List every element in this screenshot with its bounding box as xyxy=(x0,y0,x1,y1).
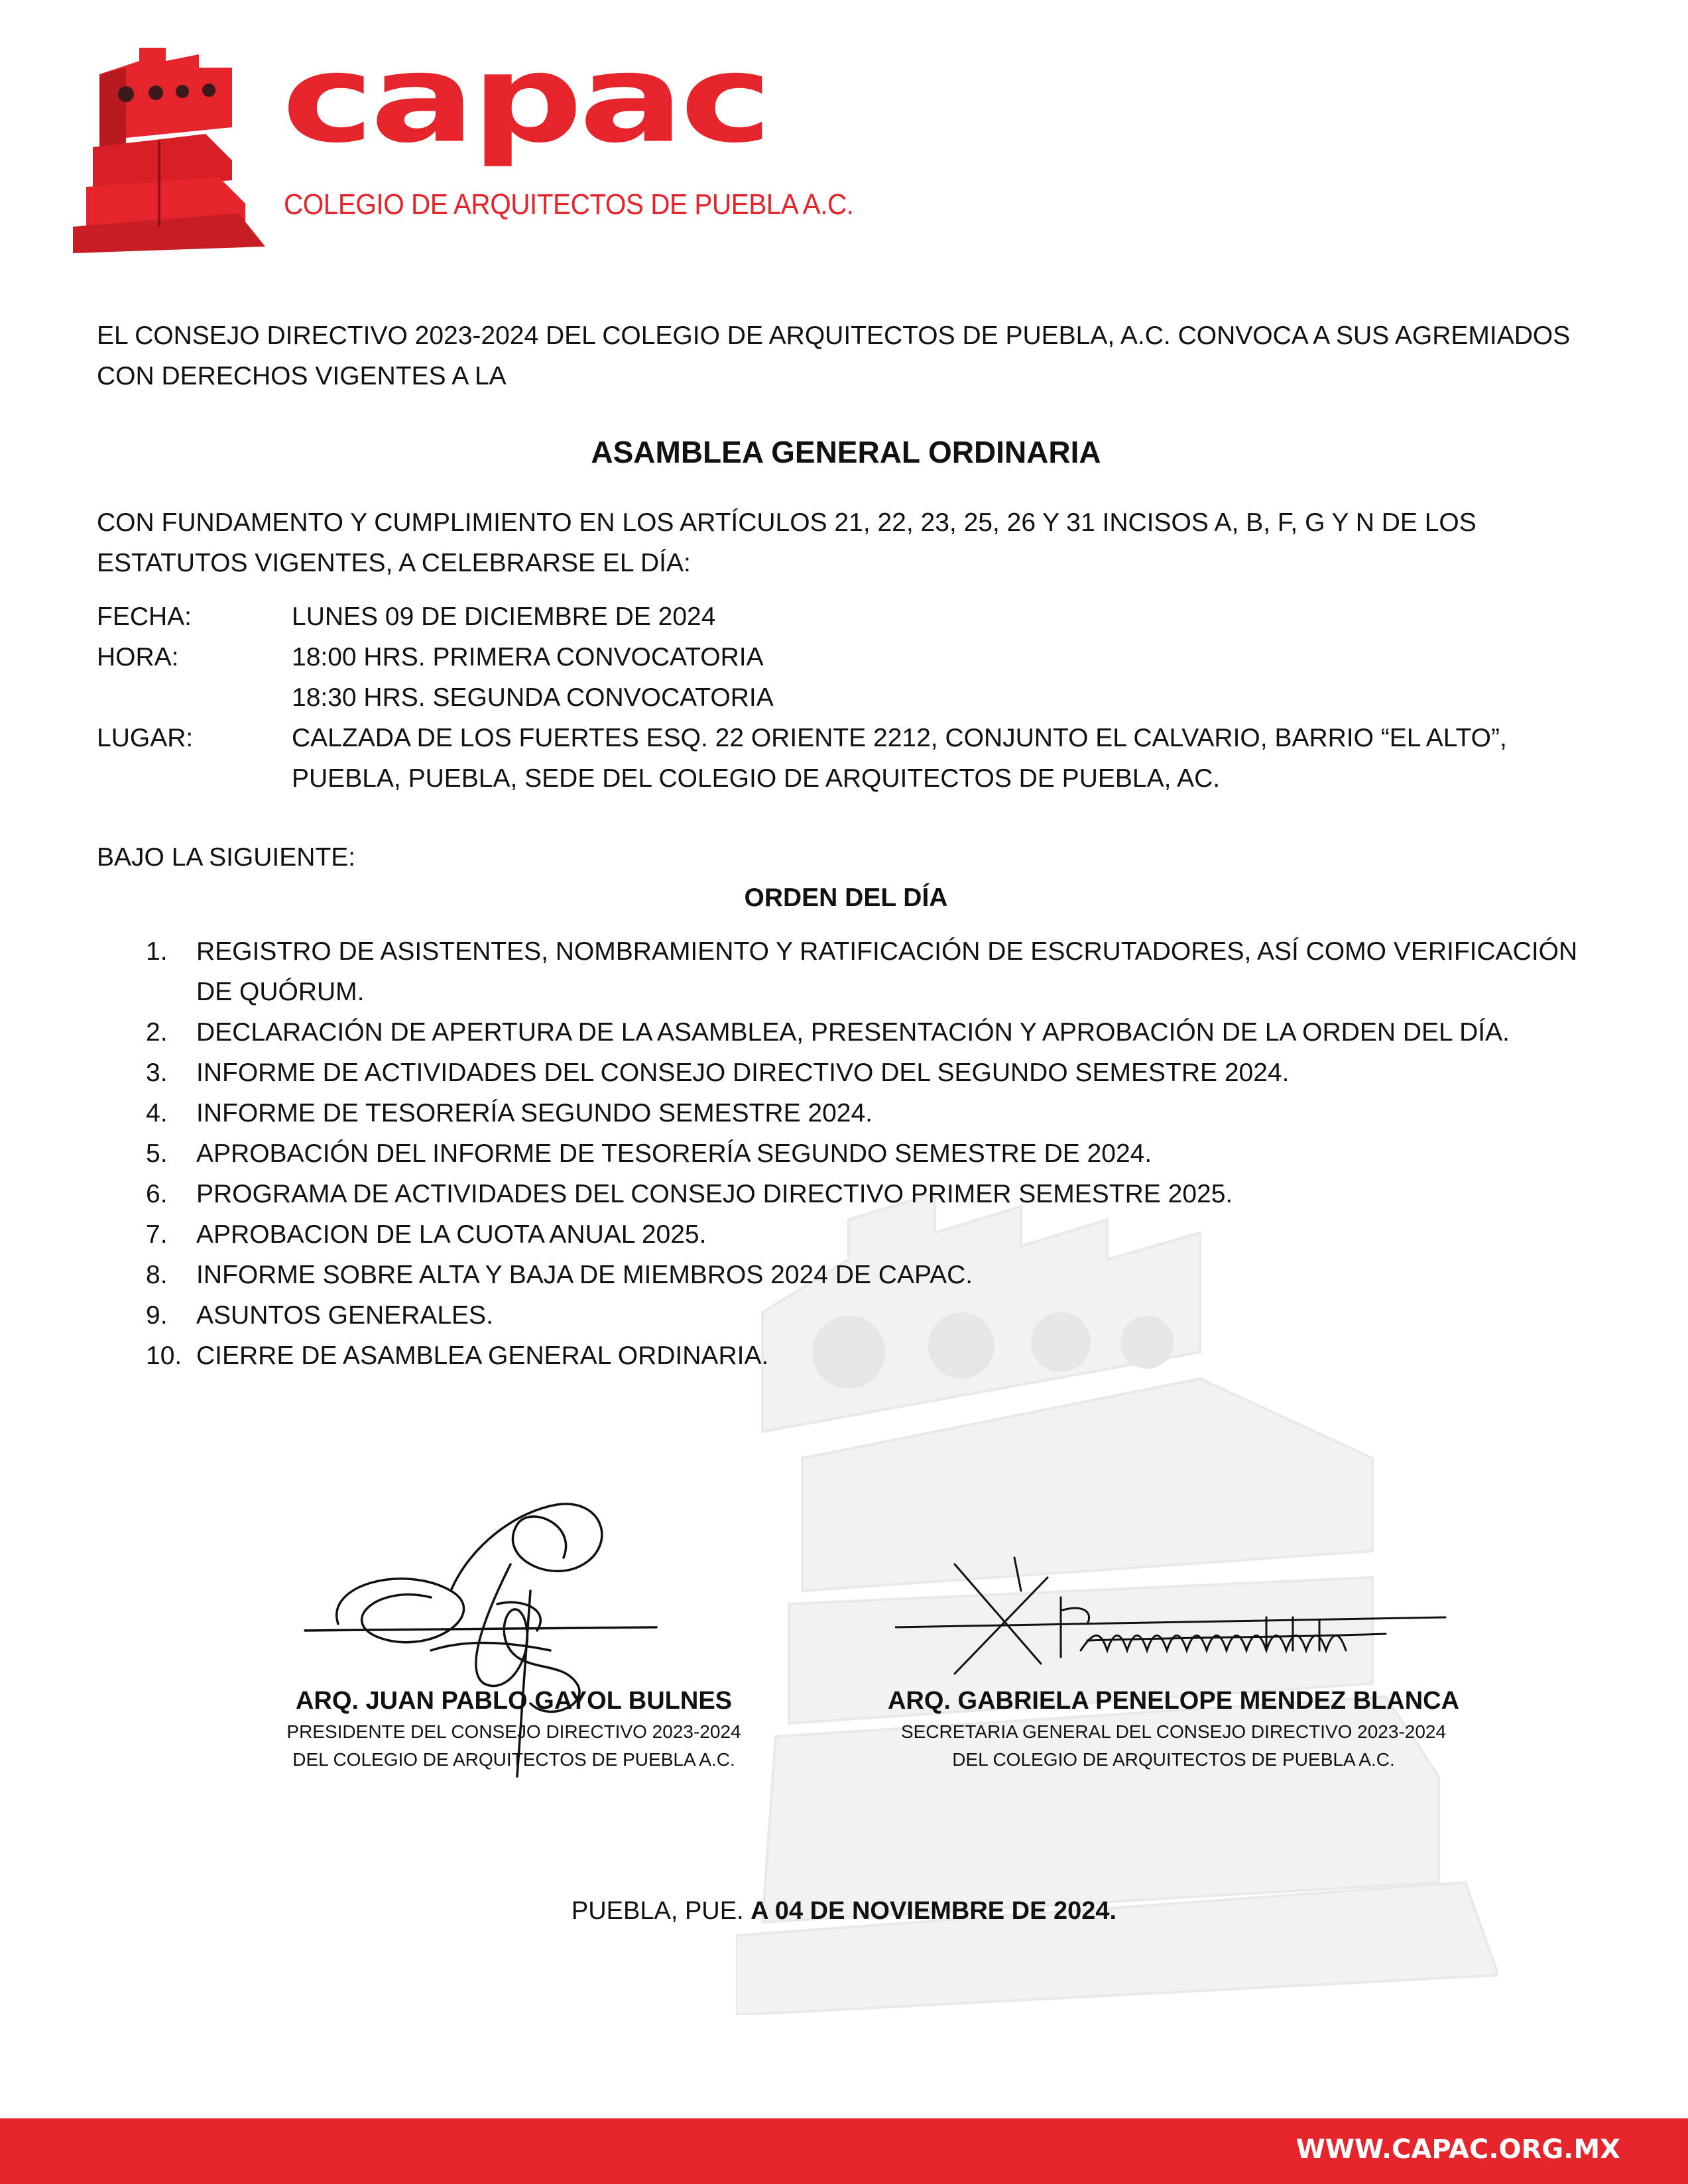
agenda-text: INFORME DE TESORERÍA SEGUNDO SEMESTRE 2024. xyxy=(196,1099,873,1127)
agenda-text: PROGRAMA DE ACTIVIDADES DEL CONSEJO DIRECTIVO PRIMER SEMESTRE 2025. xyxy=(196,1180,1233,1208)
fundamento-paragraph: CON FUNDAMENTO Y CUMPLIMIENTO EN LOS ARTÍCULOS 21, 22, 23, 25, 26 Y 31 INCISOS A, B, F, G Y N DE LOS ESTATUTOS VIGENTES, A CELEBRARSE EL DÍA: xyxy=(97,508,1477,577)
list-item xyxy=(97,1255,1595,1295)
intro-paragraph: EL CONSEJO DIRECTIVO 2023-2024 DEL COLEGIO DE ARQUITECTOS DE PUEBLA, A.C. CONVOCA A SUS AGREMIADOS CON DERECHOS VIGENTES A LA xyxy=(97,321,1571,390)
list-item xyxy=(97,1214,1595,1255)
agenda-text: DECLARACIÓN DE APERTURA DE LA ASAMBLEA, PRESENTACIÓN Y APROBACIÓN DE LA ORDEN DEL DÍA. xyxy=(196,1018,1510,1047)
bajo-text: BAJO LA SIGUIENTE: xyxy=(97,843,356,872)
agenda-list xyxy=(97,931,1595,1376)
signature-block-secretary xyxy=(875,1684,1472,1774)
hora-label: HORA: xyxy=(97,643,179,671)
fecha-value: LUNES 09 DE DICIEMBRE DE 2024 xyxy=(292,603,716,631)
agenda-number: 3. xyxy=(146,1059,168,1087)
president-role-line-1: PRESIDENTE DEL CONSEJO DIRECTIVO 2023-2024 xyxy=(286,1721,741,1742)
agenda-text: INFORME DE ACTIVIDADES DEL CONSEJO DIRECTIVO DEL SEGUNDO SEMESTRE 2024. xyxy=(196,1059,1290,1087)
agenda-number: 10. xyxy=(146,1342,182,1370)
date-line-date: A 04 DE NOVIEMBRE DE 2024. xyxy=(751,1897,1117,1925)
list-item xyxy=(97,1053,1595,1093)
capac-logo-word: capac xyxy=(282,29,768,170)
orden-del-dia-heading: ORDEN DEL DÍA xyxy=(744,884,948,912)
list-item xyxy=(97,1174,1595,1214)
agenda-number: 8. xyxy=(146,1261,168,1289)
list-item xyxy=(97,1336,1595,1376)
signature-right xyxy=(895,1551,1452,1684)
agenda-number: 1. xyxy=(146,937,168,966)
date-line xyxy=(0,1897,1688,1925)
document-body xyxy=(97,316,1595,1376)
hora-row-second xyxy=(97,677,1595,718)
agenda-number: 4. xyxy=(146,1099,168,1127)
hora-value-first: 18:00 HRS. PRIMERA CONVOCATORIA xyxy=(292,643,764,671)
agenda-text: ASUNTOS GENERALES. xyxy=(196,1301,493,1330)
agenda-text: APROBACION DE LA CUOTA ANUAL 2025. xyxy=(196,1220,707,1249)
agenda-text: INFORME SOBRE ALTA Y BAJA DE MIEMBROS 2024 DE CAPAC. xyxy=(196,1261,973,1289)
date-line-prefix: PUEBLA, PUE. xyxy=(571,1897,751,1925)
secretary-name: ARQ. GABRIELA PENELOPE MENDEZ BLANCA xyxy=(887,1687,1460,1715)
capac-logo-subtitle: COLEGIO DE ARQUITECTOS DE PUEBLA A.C. xyxy=(284,188,854,221)
agenda-text: REGISTRO DE ASISTENTES, NOMBRAMIENTO Y RATIFICACIÓN DE ESCRUTADORES, ASÍ COMO VERIFICACIÓN DE QUÓRUM. xyxy=(196,937,1578,1006)
capac-building-logo xyxy=(73,48,265,253)
list-item xyxy=(97,1133,1595,1174)
document-title: ASAMBLEA GENERAL ORDINARIA xyxy=(591,435,1101,469)
agenda-text: APROBACIÓN DEL INFORME DE TESORERÍA SEGUNDO SEMESTRE DE 2024. xyxy=(196,1139,1152,1168)
agenda-number: 9. xyxy=(146,1301,168,1330)
agenda-number: 2. xyxy=(146,1018,168,1047)
hora-row xyxy=(97,637,1595,677)
lugar-row xyxy=(97,718,1595,799)
hora-value-second: 18:30 HRS. SEGUNDA CONVOCATORIA xyxy=(292,683,774,712)
list-item xyxy=(97,1295,1595,1336)
president-role-line-2: DEL COLEGIO DE ARQUITECTOS DE PUEBLA A.C. xyxy=(292,1749,735,1770)
list-item xyxy=(97,1093,1595,1133)
footer-bar xyxy=(0,2118,1688,2184)
secretary-role-line-1: SECRETARIA GENERAL DEL CONSEJO DIRECTIVO 2023-2024 xyxy=(900,1721,1447,1742)
fecha-row xyxy=(97,597,1595,637)
agenda-text: CIERRE DE ASAMBLEA GENERAL ORDINARIA. xyxy=(196,1342,769,1370)
president-name: ARQ. JUAN PABLO GAYOL BULNES xyxy=(295,1687,733,1715)
list-item xyxy=(97,931,1595,1012)
agenda-number: 6. xyxy=(146,1180,168,1208)
agenda-number: 5. xyxy=(146,1139,168,1168)
lugar-label: LUGAR: xyxy=(97,724,194,752)
event-details xyxy=(97,597,1595,799)
agenda-number: 7. xyxy=(146,1220,168,1249)
fecha-label: FECHA: xyxy=(97,603,192,631)
lugar-value: CALZADA DE LOS FUERTES ESQ. 22 ORIENTE 2212, CONJUNTO EL CALVARIO, BARRIO “EL ALTO”, PUEBLA, PUEBLA, SEDE DEL COLEGIO DE ARQUITECTOS DE PUEBLA, AC. xyxy=(292,724,1507,793)
secretary-role-line-2: DEL COLEGIO DE ARQUITECTOS DE PUEBLA A.C. xyxy=(952,1749,1395,1770)
footer-website-link[interactable]: WWW.CAPAC.ORG.MX xyxy=(1296,2134,1620,2165)
signature-left xyxy=(298,1485,670,1790)
list-item xyxy=(97,1012,1595,1053)
